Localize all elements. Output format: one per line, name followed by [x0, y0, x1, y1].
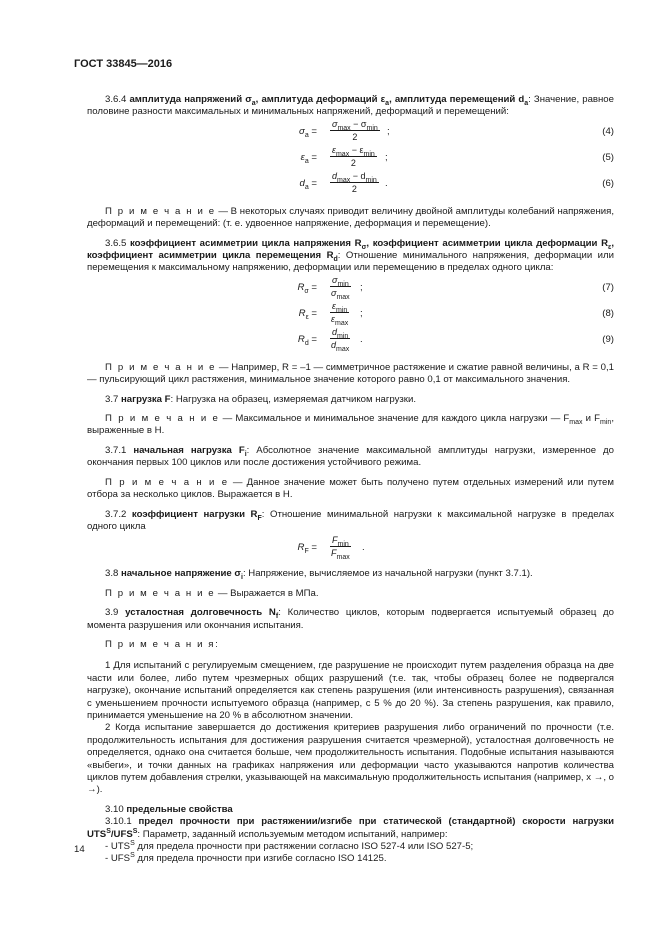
note-3: П р и м е ч а н и е — Максимальное и минимальное значение для каждого цикла нагрузки — $F_{max}$ и $F_{min}$, выраженные в Н.: [87, 413, 614, 437]
main-content: [87, 94, 614, 866]
note-4: П р и м е ч а н и е — Данное значение может быть получено путем отдельных измерений или путем отбора за несколько циклов. Выражается в Н.: [87, 476, 614, 501]
note-item-2: 2 Когда испытание завершается до достижения критериев разрушения либо ограничений по прочности (т.е. продолжительность испытания для достижения разрушения считается чрезмерной), усталостная долговечность не определяется, однако она считается больше, чем продолжительность испытания. Подобные испытания называются «выбеги», и точки данных на графиках напряжения или деформации часто указываются напротив количества циклов путем добавления стрелки, указывающей на максимальную продолжительность испытания (например, x →, o →).: [87, 722, 614, 796]
section-3-8: 3.8 начальное напряжение $\sigma_i$: Напряжение, вычисляемое из начальной нагрузки (пункт 3.7.1).: [105, 568, 533, 582]
formula-8: $R_\varepsilon$ = $\varepsilon_{min}$ $\varepsilon_{max}$ ; (8): [298, 300, 614, 327]
equation-number: (4): [602, 125, 614, 137]
section-number: 3.6.4: [105, 94, 127, 105]
section-3-7-1: 3.7.1 начальная нагрузка $F_i$: Абсолютное значение максимальной амплитуды нагрузки, измеренное до окончания первых 100 циклов или после достижения устойчивого режима.: [87, 444, 614, 469]
section-3-10-1: 3.10.1 предел прочности при растяжении/изгибе при статической (стандартной) скорости нагрузки $UTS^S/UFS^S$: Параметр, заданный используемым методом испытаний, например:: [87, 816, 615, 840]
section-3-6-5: 3.6.5 коэффициент асимметрии цикла напряжения $R_\sigma$, коэффициент асимметрии цикла деформации $R_\varepsilon$, коэффициент асимметрии цикла перемещения $R_d$: Отношение минимального напряжения, деформации или перемещения к максимальному напряжению, деформации или перемещению в пределах одного цикла:: [87, 237, 614, 274]
section-3-9: 3.9 усталостная долговечность $N_f$: Количество циклов, которым подвергается испытуемый образец до момента разрушения или окончания испытания.: [87, 607, 614, 631]
document-header: ГОСТ 33845—2016: [74, 58, 173, 70]
note-1: П р и м е ч а н и е — В некоторых случаях приводит величину двойной амплитуды колебаний напряжения, деформаций и перемещений: (т. е. удвоенное напряжение, деформация и перемещение).: [87, 205, 614, 230]
formula-9: $R_d$ = $d_{min}$ $d_{max}$ . (9): [297, 326, 614, 353]
formula-7: $R_\sigma$ = $\sigma_{min}$ $\sigma_{max}$ ; (7): [297, 274, 614, 301]
term: амплитуда напряжений $\sigma_a$, амплитуда деформаций $\varepsilon_a$, амплитуда перемещений $d_a$: [129, 94, 529, 107]
section-3-7-2: 3.7.2 коэффициент нагрузки $R_F$: Отношение минимальной нагрузки к максимальной нагрузке в пределах одного цикла: [87, 508, 615, 532]
section-3-7: 3.7 нагрузка F: Нагрузка на образец, измеряемая датчиком нагрузки.: [105, 393, 416, 405]
equation-number: (6): [602, 177, 614, 189]
note-item-1: 1 Для испытаний с регулируемым смещением, где разрушение не происходит путем разделения образца на две части или более, либо путем чрезмерных общих разрушений (т.е. так, чтобы образец более не подвергался нагрузке), окончание испытаний определяется как степень разрушения (или интенсивность разрушения), связанная с уменьшением прочности испытуемого образца (например, с 5 % до 20 %). За степень разрушения, как правило, принимается уменьшение на 20 % в абсолютном значении.: [87, 660, 614, 721]
page-number: 14: [74, 844, 85, 855]
formula-5: $\varepsilon_a$ = $\varepsilon_{max} - \varepsilon_{min}$ 2 ; (5): [300, 144, 614, 168]
formula-rf: $R_F$ = $F_{min}$ $F_{max}$ .: [297, 535, 365, 562]
note-5: П р и м е ч а н и е — Выражается в МПа.: [105, 587, 319, 599]
notes-label: П р и м е ч а н и я:: [105, 638, 220, 650]
formula-6: $d_a$ = $d_{max} - d_{min}$ 2 . (6): [299, 170, 614, 194]
section-3-10: 3.10 предельные свойства: [105, 803, 233, 815]
list-item-uts: - $UTS^S$ для предела прочности при растяжении согласно ISO 527-4 или ISO 527-5;: [105, 839, 474, 853]
note-2: П р и м е ч а н и е — Например, R = –1 — симметричное растяжение и сжатие равной величины, а R = 0,1 — пульсирующий цикл растяжения, минимальное значение которого равно 0,1 от максимального значения.: [87, 361, 614, 386]
formula-4: $\sigma_a$ = $\sigma_{max} - \sigma_{min}$ 2 ; (4): [299, 118, 614, 142]
equation-number: (5): [602, 151, 614, 163]
list-item-ufs: - $UFS^S$ для предела прочности при изгибе согласно ISO 14125.: [105, 852, 387, 865]
definition-text: : Значение, равное половине разности максимальных и минимальных напряжений, деформаций и перемещений:: [87, 94, 614, 118]
section-3-6-4: [87, 94, 614, 119]
